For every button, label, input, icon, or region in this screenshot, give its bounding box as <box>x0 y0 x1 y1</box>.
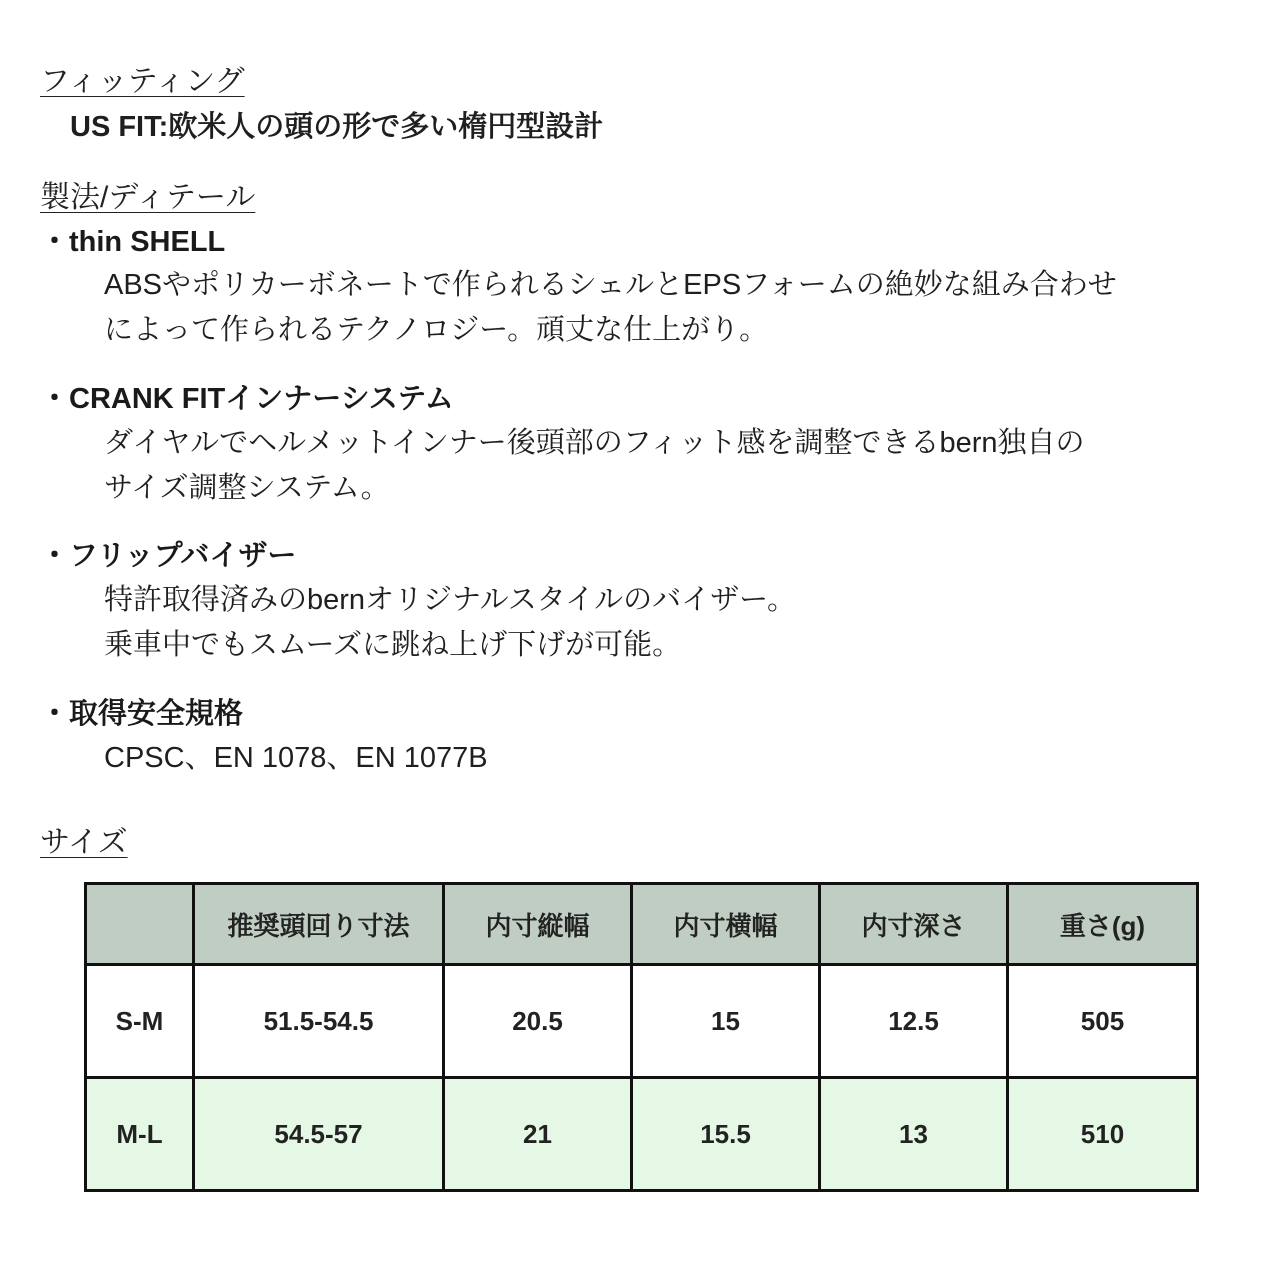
table-cell: 15 <box>632 965 820 1078</box>
table-cell: 51.5-54.5 <box>194 965 444 1078</box>
table-header-cell <box>86 884 194 965</box>
fitting-heading: フィッティング <box>40 65 245 98</box>
details-heading: 製法/ディテール <box>40 181 256 214</box>
table-cell: 15.5 <box>632 1078 820 1191</box>
table-row <box>86 1078 1198 1191</box>
detail-text-line: サイズ調整システム。 <box>104 472 390 504</box>
table-row <box>86 965 1198 1078</box>
table-cell: 510 <box>1008 1078 1198 1191</box>
size-heading: サイズ <box>40 826 128 859</box>
table-cell: 13 <box>820 1078 1008 1191</box>
table-cell: 54.5-57 <box>194 1078 444 1191</box>
table-cell: 21 <box>444 1078 632 1191</box>
table-header-cell: 推奨頭回り寸法 <box>194 884 444 965</box>
table-cell: 20.5 <box>444 965 632 1078</box>
detail-title-safety-standards: ・取得安全規格 <box>40 698 244 730</box>
detail-text-line: によって作られるテクノロジー。頑丈な仕上がり。 <box>104 314 769 346</box>
detail-text-line: 乗車中でもスムーズに跳ね上げ下げが可能。 <box>104 629 682 661</box>
table-header-cell: 内寸横幅 <box>632 884 820 965</box>
detail-text-line: 特許取得済みのbernオリジナルスタイルのバイザー。 <box>104 584 796 616</box>
table-cell: 12.5 <box>820 965 1008 1078</box>
table-cell-size: S-M <box>86 965 194 1078</box>
fitting-value: US FIT:欧米人の頭の形で多い楕円型設計 <box>70 111 604 143</box>
detail-title-thin-shell: ・thin SHELL <box>40 226 226 258</box>
table-header-row <box>86 884 1198 965</box>
size-table <box>84 882 1199 1192</box>
table-cell-size: M-L <box>86 1078 194 1191</box>
table-header-cell: 内寸縦幅 <box>444 884 632 965</box>
table-cell: 505 <box>1008 965 1198 1078</box>
detail-text-line: ABSやポリカーボネートで作られるシェルとEPSフォームの絶妙な組み合わせ <box>104 269 1117 301</box>
detail-text-line: ダイヤルでヘルメットインナー後頭部のフィット感を調整できるbern独自の <box>104 427 1085 459</box>
detail-title-flip-visor: ・フリップバイザー <box>40 540 297 572</box>
detail-text-line: CPSC、EN 1078、EN 1077B <box>104 742 488 774</box>
table-header-cell: 内寸深さ <box>820 884 1008 965</box>
table-header-cell: 重さ(g) <box>1008 884 1198 965</box>
detail-title-crank-fit: ・CRANK FITインナーシステム <box>40 383 454 415</box>
